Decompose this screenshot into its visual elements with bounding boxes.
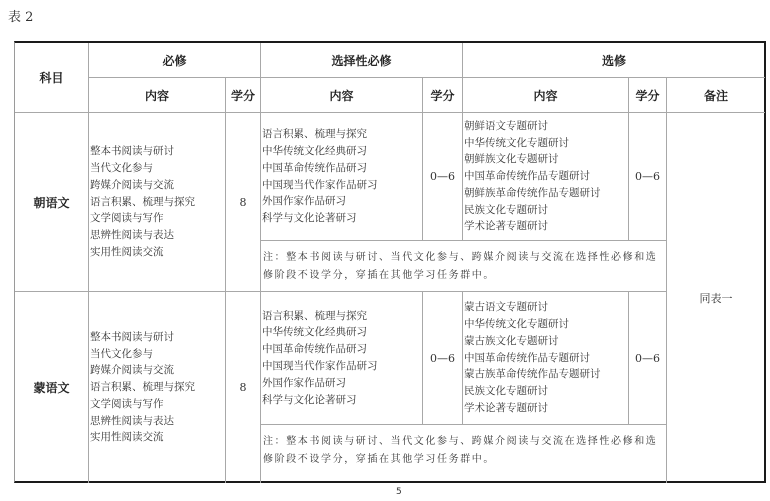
list-item: 外国作家作品研习 <box>262 376 346 389</box>
list-item: 蒙古语文专题研讨 <box>464 301 548 314</box>
list-item: 民族文化专题研讨 <box>464 203 548 216</box>
elective-required-content-list <box>261 113 423 241</box>
list-item: 中华传统文化经典研习 <box>262 326 367 339</box>
list-item: 中国革命传统作品研习 <box>262 343 367 356</box>
list-item: 中国现当代作家作品研习 <box>262 178 378 191</box>
elective-credits-cell: 0—6 <box>629 292 667 425</box>
list-item: 文学阅读与写作 <box>90 212 164 225</box>
list-item: 朝鲜语文专题研讨 <box>464 119 548 132</box>
list-item: 实用性阅读交流 <box>90 245 164 258</box>
list-item: 实用性阅读交流 <box>90 431 164 444</box>
elective-required-content-list <box>261 292 423 425</box>
elective-credits-cell: 0—6 <box>629 113 667 241</box>
elective-required-credits-cell: 0—6 <box>423 292 463 425</box>
required-credits-cell: 8 <box>226 113 261 292</box>
curriculum-table <box>14 41 766 483</box>
subject-cell: 蒙语文 <box>15 292 89 483</box>
list-item: 民族文化专题研讨 <box>464 385 548 398</box>
header-elective-required-content: 内容 <box>261 78 423 113</box>
required-content-list <box>89 113 226 292</box>
list-item: 学术论著专题研讨 <box>464 401 548 414</box>
list-item: 科学与文化论著研习 <box>262 393 357 406</box>
header-elective-required: 选择性必修 <box>261 43 463 78</box>
list-item: 文学阅读与写作 <box>90 397 164 410</box>
list-item: 朝鲜族文化专题研讨 <box>464 153 559 166</box>
required-credits-cell: 8 <box>226 292 261 483</box>
list-item: 思辨性阅读与表达 <box>90 229 174 242</box>
elective-content-list <box>463 292 629 425</box>
subject-cell: 朝语文 <box>15 113 89 292</box>
list-item: 跨媒介阅读与交流 <box>90 364 174 377</box>
note-cell: 注：整本书阅读与研讨、当代文化参与、跨媒介阅读与交流在选择性必修和选修阶段不设学分，穿插在其他学习任务群中。 <box>261 425 667 483</box>
list-item: 整本书阅读与研讨 <box>90 330 174 343</box>
header-remarks: 备注 <box>667 78 765 113</box>
header-elective-content: 内容 <box>463 78 629 113</box>
list-item: 语言积累、梳理与探究 <box>262 128 367 141</box>
header-required-content: 内容 <box>89 78 226 113</box>
header-elective-required-credits: 学分 <box>423 78 463 113</box>
list-item: 外国作家作品研习 <box>262 195 346 208</box>
list-item: 科学与文化论著研习 <box>262 212 357 225</box>
list-item: 中国革命传统作品专题研讨 <box>464 170 590 183</box>
header-elective-credits: 学分 <box>629 78 667 113</box>
header-subject: 科目 <box>15 43 89 113</box>
page-number: 5 <box>396 487 402 497</box>
remarks-cell <box>667 113 765 483</box>
list-item: 思辨性阅读与表达 <box>90 414 174 427</box>
list-item: 蒙古族革命传统作品专题研讨 <box>464 368 601 381</box>
list-item: 中国现当代作家作品研习 <box>262 360 378 372</box>
list-item: 中华传统文化专题研讨 <box>464 318 569 330</box>
list-item: 语言积累、梳理与探究 <box>90 381 195 394</box>
list-item: 中华传统文化经典研习 <box>262 144 367 157</box>
table-caption: 表 2 <box>8 10 34 25</box>
list-item: 语言积累、梳理与探究 <box>262 309 367 322</box>
list-item: 蒙古族文化专题研讨 <box>464 334 559 347</box>
list-item: 当代文化参与 <box>90 347 153 360</box>
required-content-list <box>89 292 226 483</box>
header-required: 必修 <box>89 43 261 78</box>
elective-required-credits-cell: 0—6 <box>423 113 463 241</box>
list-item: 中国革命传统作品专题研讨 <box>464 351 590 364</box>
header-required-credits: 学分 <box>226 78 261 113</box>
list-item: 中华传统文化专题研讨 <box>464 136 569 149</box>
list-item: 整本书阅读与研讨 <box>90 145 174 158</box>
elective-content-list <box>463 113 629 241</box>
list-item: 朝鲜族革命传统作品专题研讨 <box>464 186 601 199</box>
remarks-value: 同表一 <box>699 292 733 305</box>
list-item: 语言积累、梳理与探究 <box>90 195 195 208</box>
list-item: 跨媒介阅读与交流 <box>90 178 174 191</box>
list-item: 学术论著专题研讨 <box>464 220 548 233</box>
note-cell: 注：整本书阅读与研讨、当代文化参与、跨媒介阅读与交流在选择性必修和选修阶段不设学分，穿插在其他学习任务群中。 <box>261 241 667 292</box>
header-elective: 选修 <box>463 43 765 78</box>
list-item: 中国革命传统作品研习 <box>262 161 367 174</box>
list-item: 当代文化参与 <box>90 162 153 174</box>
